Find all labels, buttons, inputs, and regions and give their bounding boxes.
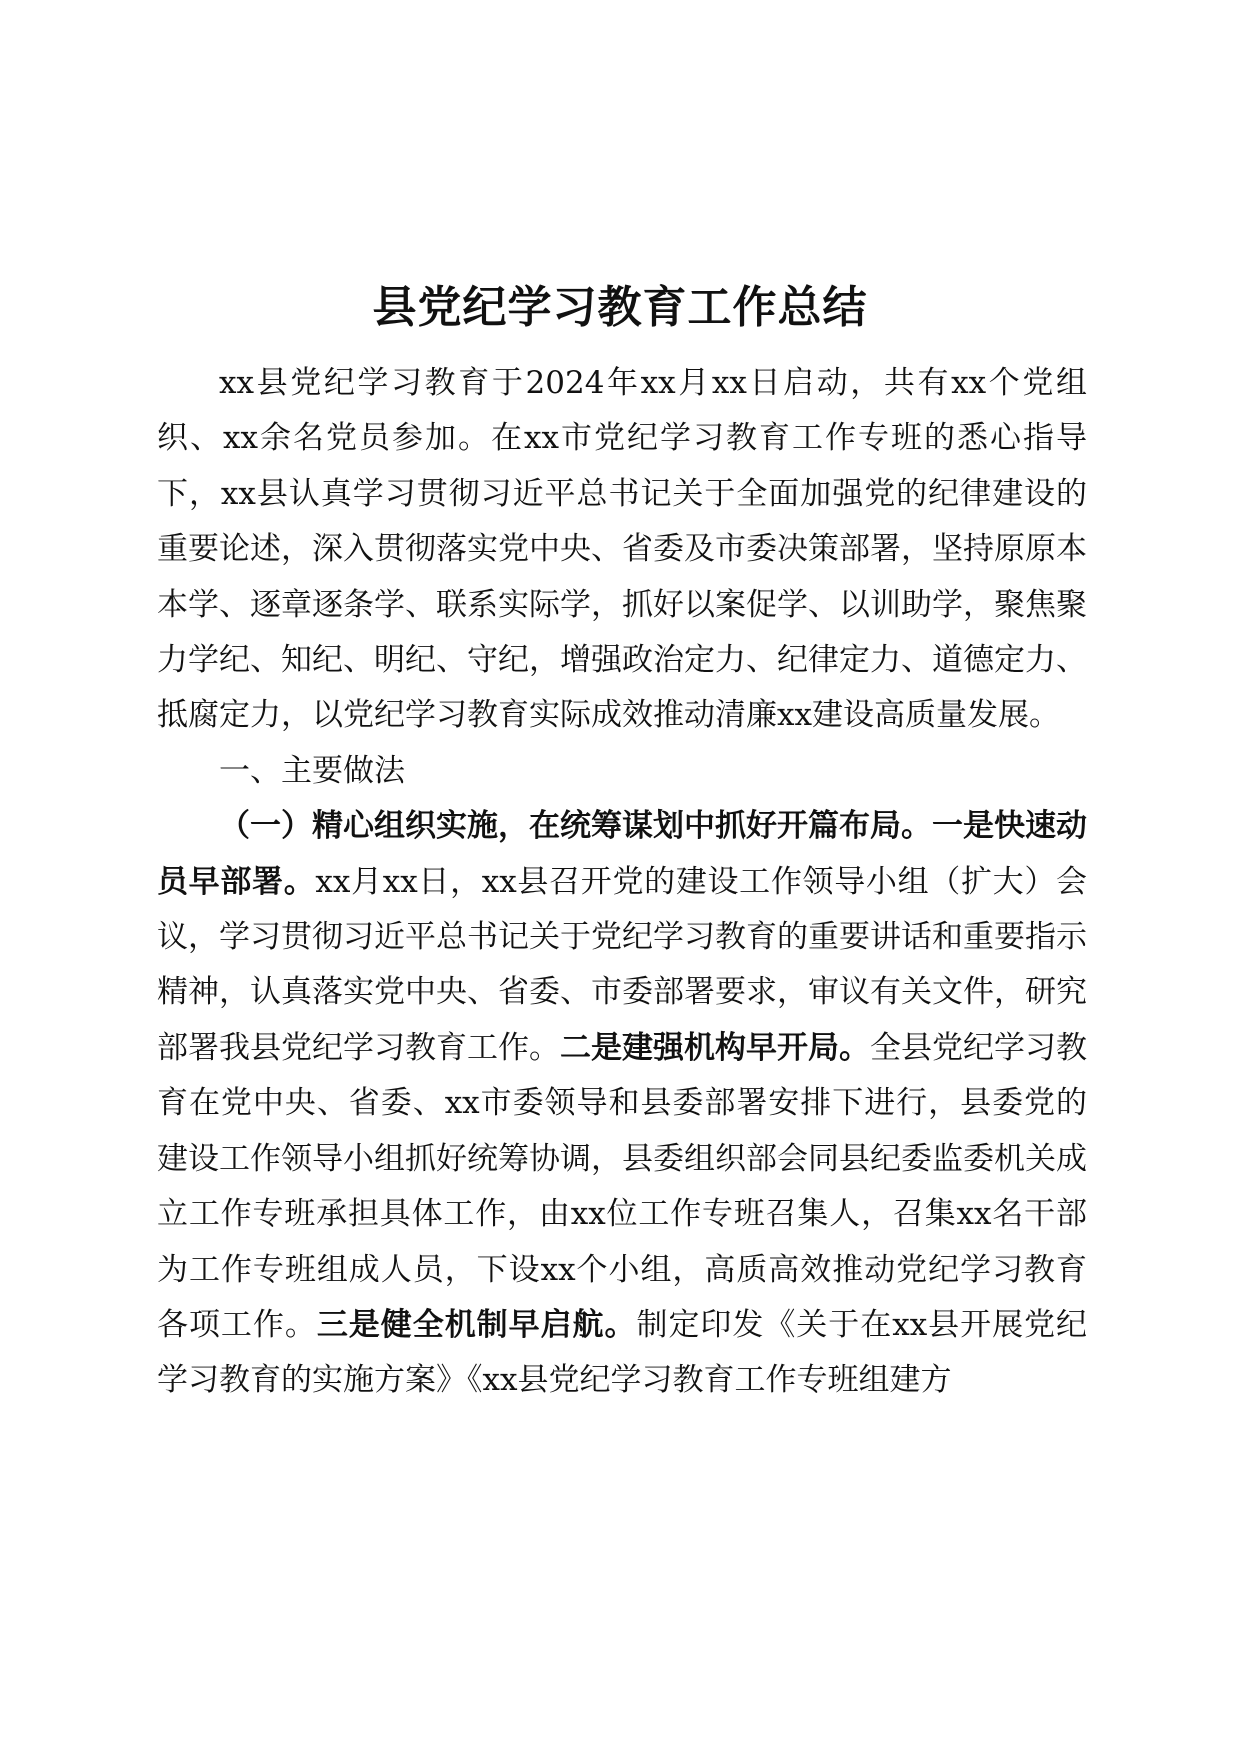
subsection-heading: （一）精心组织实施，在统筹谋划中抓好开篇布局。 [219,808,932,845]
point2-label: 二是建强机构早开局。 [560,1029,870,1066]
section-heading: 一、主要做法 [219,752,405,789]
point1-text: xx月xx日，xx县召开党的建设工作领导小组（扩大）会议，学习贯彻习近平总书记关于党纪学习教育的重要讲话和重要指示精神，认真落实党中央、省委、市委部署要求，审议有关文件，研究部署我县党纪学习教育工作。 [157,863,1088,1066]
point3-label: 三是健全机制早启航。 [316,1306,637,1343]
point1-label: 一是快速动员早部署。 [157,808,1087,900]
section-paragraph [157,799,1087,1408]
point2-text: 全县党纪学习教育在党中央、省委、xx市委领导和县委部署安排下进行，县委党的建设工作领导小组抓好统筹协调，县委组织部会同县纪委监委机关成立工作专班承担具体工作，由xx位工作专班召集人，召集xx名干部为工作专班组成人员，下设xx个小组，高质高效推动党纪学习教育各项工作。 [157,1029,1087,1343]
intro-paragraph: xx县党纪学习教育于2024年xx月xx日启动，共有xx个党组织、xx余名党员参加。在xx市党纪学习教育工作专班的悉心指导下，xx县认真学习贯彻习近平总书记关于全面加强党的纪律建设的重要论述，深入贯彻落实党中央、省委及市委决策部署，坚持原原本本学、逐章逐条学、联系实际学，抓好以案促学、以训助学，聚焦聚力学纪、知纪、明纪、守纪，增强政治定力、纪律定力、道德定力、抵腐定力，以党纪学习教育实际成效推动清廉xx建设高质量发展。 [157,365,1087,734]
document-title: 县党纪学习教育工作总结 [372,282,868,333]
point3-text: 制定印发《关于在xx县开展党纪学习教育的实施方案》《xx县党纪学习教育工作专班组建方 [157,1306,1087,1399]
document-body [157,356,1087,1409]
